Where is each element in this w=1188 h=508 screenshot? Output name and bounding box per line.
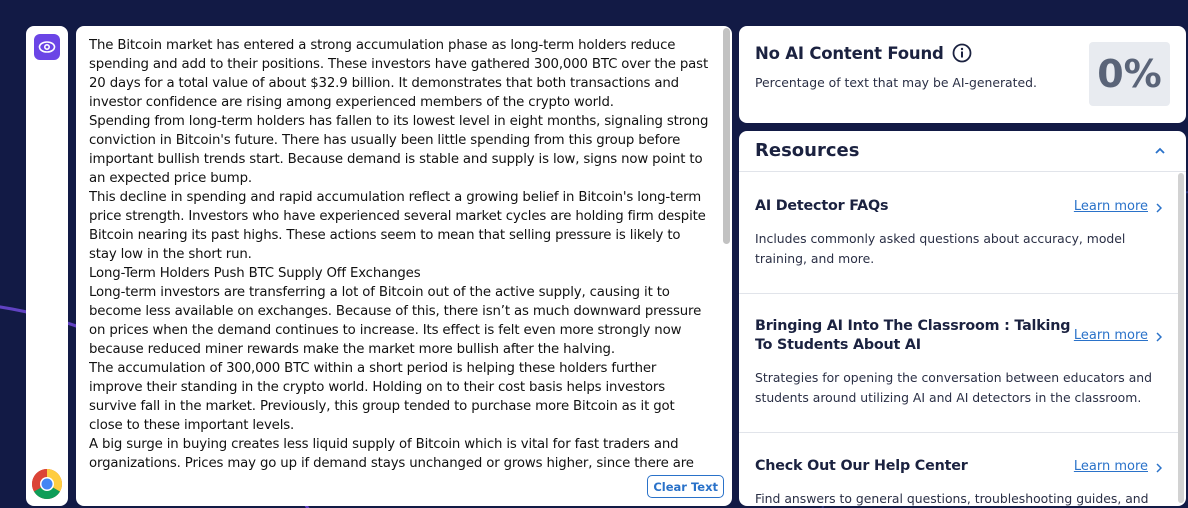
chevron-right-icon <box>1156 203 1162 213</box>
learn-more-link[interactable] <box>1074 328 1148 343</box>
resource-item <box>739 294 1178 433</box>
resource-title: Bringing AI Into The Classroom : Talking To Students About AI <box>755 318 1071 353</box>
resource-description: Strategies for opening the conversation between educators and students around utilizing AI and AI detectors in the classroom. <box>755 370 1153 405</box>
editor-text[interactable] <box>89 36 711 471</box>
result-title-row <box>755 43 972 63</box>
resources-panel <box>739 131 1186 506</box>
paragraph: The accumulation of 300,000 BTC within a short period is helping these holders further improve their standing in the crypto world. Holding on to their cost basis helps investors survive fall in the market. Previously, this group tended to purchase more Bitcoin as it got close to these important levels. <box>89 361 675 433</box>
chevron-right-icon <box>1156 332 1162 342</box>
learn-more-label: Learn more <box>1073 328 1148 343</box>
paragraph-heading: Long-Term Holders Push BTC Supply Off Exchanges <box>89 266 421 281</box>
result-subtitle: Percentage of text that may be AI-generated. <box>755 75 1037 90</box>
learn-more-label: Learn more <box>1073 199 1148 214</box>
learn-more-link[interactable] <box>1074 199 1148 214</box>
resource-description: Includes commonly asked questions about accuracy, model training, and more. <box>755 231 1126 266</box>
resource-title: AI Detector FAQs <box>755 198 889 214</box>
result-card <box>739 26 1186 123</box>
paragraph: Spending from long-term holders has fallen to its lowest level in eight months, signaling strong conviction in Bitcoin's future. There has usually been little spending from this group before important bullish trends start. Because demand is stable and supply is low, signs now point to an expected price bump. <box>89 114 709 186</box>
clear-text-button[interactable]: Clear Text <box>647 475 724 498</box>
chevron-up-icon[interactable] <box>1154 146 1166 156</box>
resource-title: Check Out Our Help Center <box>755 458 968 474</box>
ai-percentage: 0% <box>1089 42 1170 106</box>
paragraph: The Bitcoin market has entered a strong accumulation phase as long-term holders reduce spending and add to their positions. These investors have gathered 300,000 BTC over the past 20 days for a total value of about $32.9 billion. It demonstrates that both transactions and investor confidence are rising among experienced members of the crypto world. <box>89 38 709 110</box>
learn-more-link[interactable] <box>1074 459 1148 474</box>
paragraph: A big surge in buying creates less liquid supply of Bitcoin which is vital for fast traders and organizations. Prices may go up if demand stays unchanged or grows higher, since there are <box>89 437 694 471</box>
info-icon[interactable] <box>952 43 972 63</box>
chrome-icon[interactable] <box>31 468 63 500</box>
resources-title: Resources <box>755 140 860 161</box>
result-title: No AI Content Found <box>755 43 944 63</box>
paragraph: This decline in spending and rapid accumulation reflect a growing belief in Bitcoin's long-term price strength. Investors who have experienced several market cycles are holding firm despite Bitcoin nearing its past highs. These actions seem to mean that selling pressure is likely to stay low in the short run. <box>89 190 706 262</box>
extension-rail <box>26 26 68 506</box>
eye-icon[interactable] <box>34 34 60 60</box>
resource-item <box>739 433 1178 506</box>
editor-scrollbar[interactable] <box>723 28 730 244</box>
resource-item <box>739 173 1178 294</box>
resources-scrollbar[interactable] <box>1178 173 1184 503</box>
paragraph: Long-term investors are transferring a lot of Bitcoin out of the active supply, causing it to become less available on exchanges. Because of this, there isn’t as much downward pressure on prices when the demand continues to increase. Its effect is felt even more strongly now because reduced miner rewards make the market more bullish after the halving. <box>89 285 702 357</box>
learn-more-label: Learn more <box>1073 459 1148 474</box>
resource-description: Find answers to general questions, troubleshooting guides, and <box>755 491 1149 506</box>
resources-header[interactable] <box>739 131 1186 172</box>
chevron-right-icon <box>1156 463 1162 473</box>
text-editor[interactable] <box>76 26 732 506</box>
